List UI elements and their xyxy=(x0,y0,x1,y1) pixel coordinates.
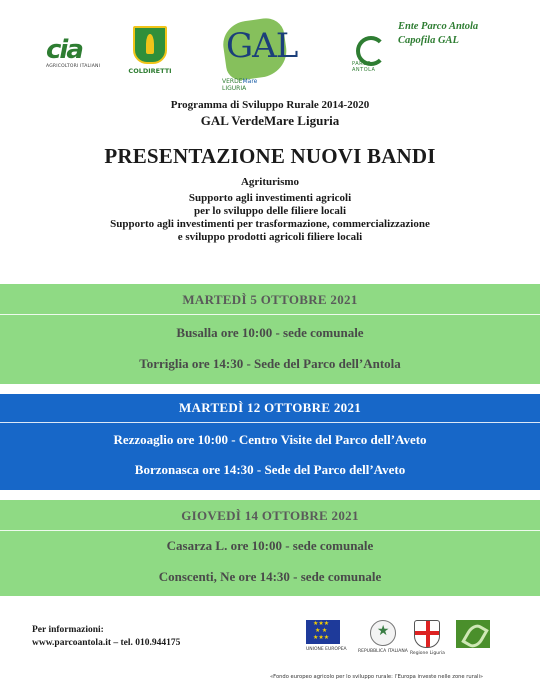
gal-sub-mare: Mare xyxy=(242,78,258,85)
subject-3-line2: e sviluppo prodotti agricoli filiere locali xyxy=(177,231,363,243)
antola-caption xyxy=(398,20,478,48)
band-divider xyxy=(0,422,540,423)
gal-logo xyxy=(218,20,298,100)
coldiretti-logo xyxy=(127,26,173,75)
info-label: Per informazioni: xyxy=(32,625,104,635)
italy-logo xyxy=(358,620,408,654)
coldiretti-badge-icon xyxy=(133,26,167,64)
session-line: Borzonasca ore 14:30 - Sede del Parco dell’Aveto xyxy=(134,462,406,477)
italy-label: REPUBBLICA ITALIANA xyxy=(358,649,408,654)
eu-logo xyxy=(306,620,347,652)
page-title: PRESENTAZIONE NUOVI BANDI xyxy=(104,144,436,168)
antola-caption-line2: Capofila GAL xyxy=(398,35,459,46)
contact-info xyxy=(32,624,180,650)
gal-logo-subtitle xyxy=(222,78,257,92)
feasr-motto: «Fondo europeo agricolo per lo sviluppo rurale: l’Europa investe nelle zone rurali» xyxy=(270,674,484,680)
contact-line xyxy=(32,637,180,650)
leader-icon xyxy=(456,620,490,648)
antola-mark-icon xyxy=(352,34,386,60)
cia-mark: cia xyxy=(46,35,82,65)
parco-antola-logo xyxy=(352,34,396,73)
subject-2-line2: per lo sviluppo delle filiere locali xyxy=(193,205,347,217)
gal-name: GAL VerdeMare Liguria xyxy=(200,113,340,128)
coldiretti-label: COLDIRETTI xyxy=(128,67,172,75)
leader-logo xyxy=(456,620,490,648)
gal-logo-letters: GAL xyxy=(226,26,298,66)
antola-mark-text-2: ANTOLA xyxy=(352,67,376,73)
subject-2-line1: Supporto agli investimenti agricoli xyxy=(188,192,352,204)
session-line: Torriglia ore 14:30 - Sede del Parco dell’Antola xyxy=(139,356,401,371)
session-band-3 xyxy=(0,500,540,596)
programma-line: Programma di Sviluppo Rurale 2014-2020 xyxy=(170,99,370,111)
subject-agriturismo: Agriturismo xyxy=(240,176,300,188)
eu-label: UNIONE EUROPEA xyxy=(306,647,347,652)
cia-subtitle: AGRICOLTORI ITALIANI xyxy=(46,64,101,69)
liguria-shield-icon xyxy=(414,620,440,648)
session-line: Conscenti, Ne ore 14:30 - sede comunale xyxy=(158,569,382,584)
funding-logos xyxy=(300,620,520,670)
session-date: GIOVEDÌ 14 OTTOBRE 2021 xyxy=(181,508,359,523)
session-band-2 xyxy=(0,394,540,490)
band-divider xyxy=(0,314,540,315)
session-date: MARTEDÌ 12 OTTOBRE 2021 xyxy=(178,400,362,415)
band-divider xyxy=(0,530,540,531)
session-line: Casarza L. ore 10:00 - sede comunale xyxy=(166,538,374,553)
eu-flag-icon xyxy=(306,620,340,644)
website-link[interactable]: www.parcoantola.it xyxy=(32,638,111,648)
session-date: MARTEDÌ 5 OTTOBRE 2021 xyxy=(182,292,358,307)
heading-block xyxy=(0,98,540,244)
italian-emblem-icon xyxy=(370,620,396,646)
session-line: Busalla ore 10:00 - sede comunale xyxy=(176,325,364,340)
phone-number: – tel. 010.944175 xyxy=(111,638,181,648)
antola-mark-text-1: PARCO xyxy=(352,61,372,67)
session-band-1 xyxy=(0,284,540,384)
cia-logo xyxy=(46,35,106,69)
session-line: Rezzoaglio ore 10:00 - Centro Visite del Parco dell’Aveto xyxy=(113,432,427,447)
liguria-label: Regione Liguria xyxy=(410,651,445,656)
liguria-logo xyxy=(410,620,445,656)
gal-sub-liguria: LIGURIA xyxy=(222,85,247,92)
subjects-list xyxy=(0,176,540,244)
gal-sub-verde: VERDE xyxy=(222,78,243,85)
subject-3-line1: Supporto agli investimenti per trasformazione, commercializzazione xyxy=(110,218,430,230)
antola-caption-line1: Ente Parco Antola xyxy=(398,21,479,32)
